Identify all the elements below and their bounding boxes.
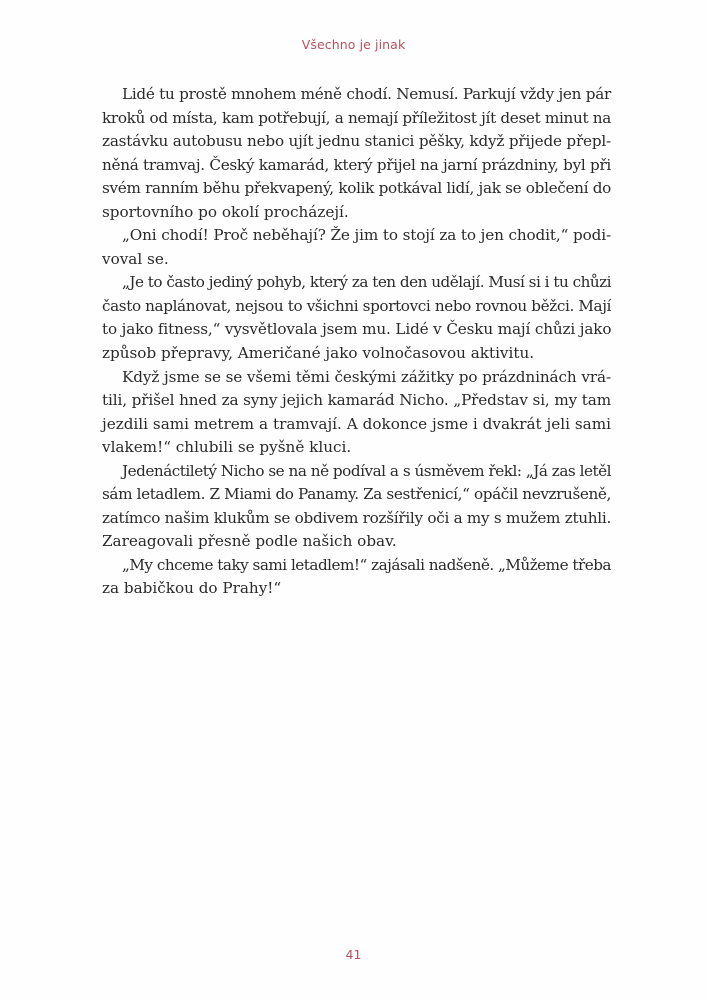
text-line: vlakem!“ chlubili se pyšně kluci. <box>102 438 352 457</box>
text-line: zastávku autobusu nebo ujít jednu stanici pěšky, když přijede přepl- <box>102 132 611 151</box>
paragraph <box>102 366 611 460</box>
text-line: za babičkou do Prahy!“ <box>102 579 282 598</box>
paragraph <box>102 554 611 601</box>
text-line: Když jsme se se všemi těmi českými zážitky po prázdninách vrá- <box>122 367 611 386</box>
text-line: zatímco našim klukům se obdivem rozšířily oči a my s mužem ztuhli. <box>102 508 611 527</box>
paragraph <box>102 460 611 554</box>
text-line: způsob přepravy, Američané jako volnočasovou aktivitu. <box>102 344 535 363</box>
paragraph <box>102 83 611 224</box>
page-number: 41 <box>345 947 362 962</box>
text-line: často naplánovat, nejsou to všichni sportovci nebo rovnou běžci. Mají <box>102 296 611 315</box>
text-line: voval se. <box>102 249 169 268</box>
text-line: to jako fitness,“ vysvětlovala jsem mu. Lidé v Česku mají chůzi jako <box>102 320 612 339</box>
text-line: „Je to často jediný pohyb, který za ten den udělají. Musí si i tu chůzi <box>122 273 611 292</box>
text-line: kroků od místa, kam potřebují, a nemají příležitost jít deset minut na <box>102 108 611 127</box>
text-line: Lidé tu prostě mnohem méně chodí. Nemusí. Parkují vždy jen pár <box>122 85 611 103</box>
text-line: „My chceme taky sami letadlem!“ zajásali nadšeně. „Můžeme třeba <box>122 555 611 574</box>
paragraph <box>102 224 611 271</box>
text-line: něná tramvaj. Český kamarád, který přijel na jarní prázdniny, byl při <box>102 155 611 174</box>
text-line: jezdili sami metrem a tramvají. A dokonce jsme i dvakrát jeli sami <box>102 414 611 433</box>
text-line: Jedenáctiletý Nicho se na ně podíval a s úsměvem řekl: „Já zas letěl <box>122 461 611 480</box>
text-line: tili, přišel hned za syny jejich kamarád Nicho. „Představ si, my tam <box>102 391 611 410</box>
paragraph <box>102 271 611 365</box>
text-line: „Oni chodí! Proč neběhají? Že jim to stojí za to jen chodit,“ podi- <box>122 226 611 245</box>
text-line: sportovního po okolí procházejí. <box>102 202 349 221</box>
text-line: sám letadlem. Z Miami do Panamy. Za sestřenicí,“ opáčil nevzrušeně, <box>102 485 611 504</box>
body-text <box>102 83 611 601</box>
text-line: svém ranním běhu překvapený, kolik potkával lidí, jak se oblečení do <box>102 179 611 198</box>
running-head: Všechno je jinak <box>301 37 406 52</box>
text-line: Zareagovali přesně podle našich obav. <box>102 532 397 551</box>
